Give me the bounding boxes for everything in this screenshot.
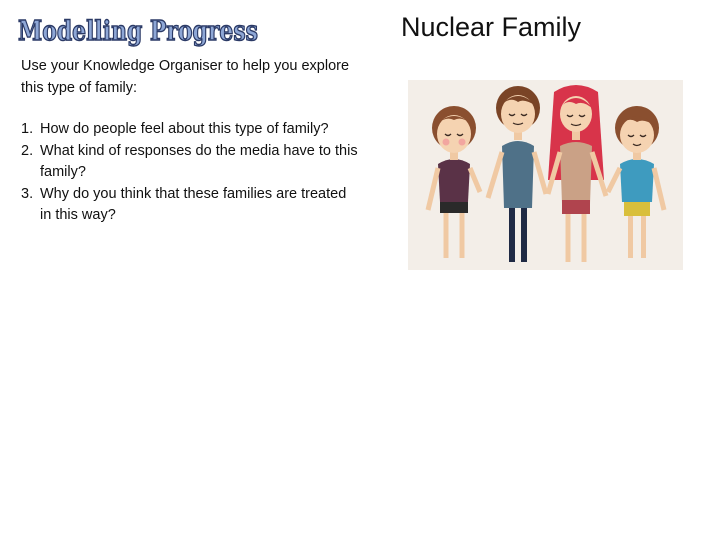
question-text: How do people feel about this type of family? bbox=[40, 121, 329, 137]
question-item bbox=[21, 119, 361, 141]
question-item bbox=[21, 141, 361, 184]
question-text: What kind of responses do the media have to this family? bbox=[40, 142, 358, 180]
question-number: 2. bbox=[21, 142, 34, 159]
page-title: Nuclear Family bbox=[400, 12, 582, 42]
logo-lettering: Modelling Progress bbox=[18, 16, 258, 47]
question-number: 1. bbox=[21, 121, 34, 137]
intro-text: Use your Knowledge Organiser to help you explore this type of family: bbox=[21, 58, 350, 96]
question-number: 3. bbox=[21, 185, 34, 202]
family-illustration bbox=[408, 80, 683, 270]
question-list bbox=[21, 119, 361, 227]
question-item bbox=[21, 184, 361, 227]
modelling-progress-logo bbox=[16, 10, 262, 50]
question-text: Why do you think that these families are treated in this way? bbox=[40, 185, 347, 223]
